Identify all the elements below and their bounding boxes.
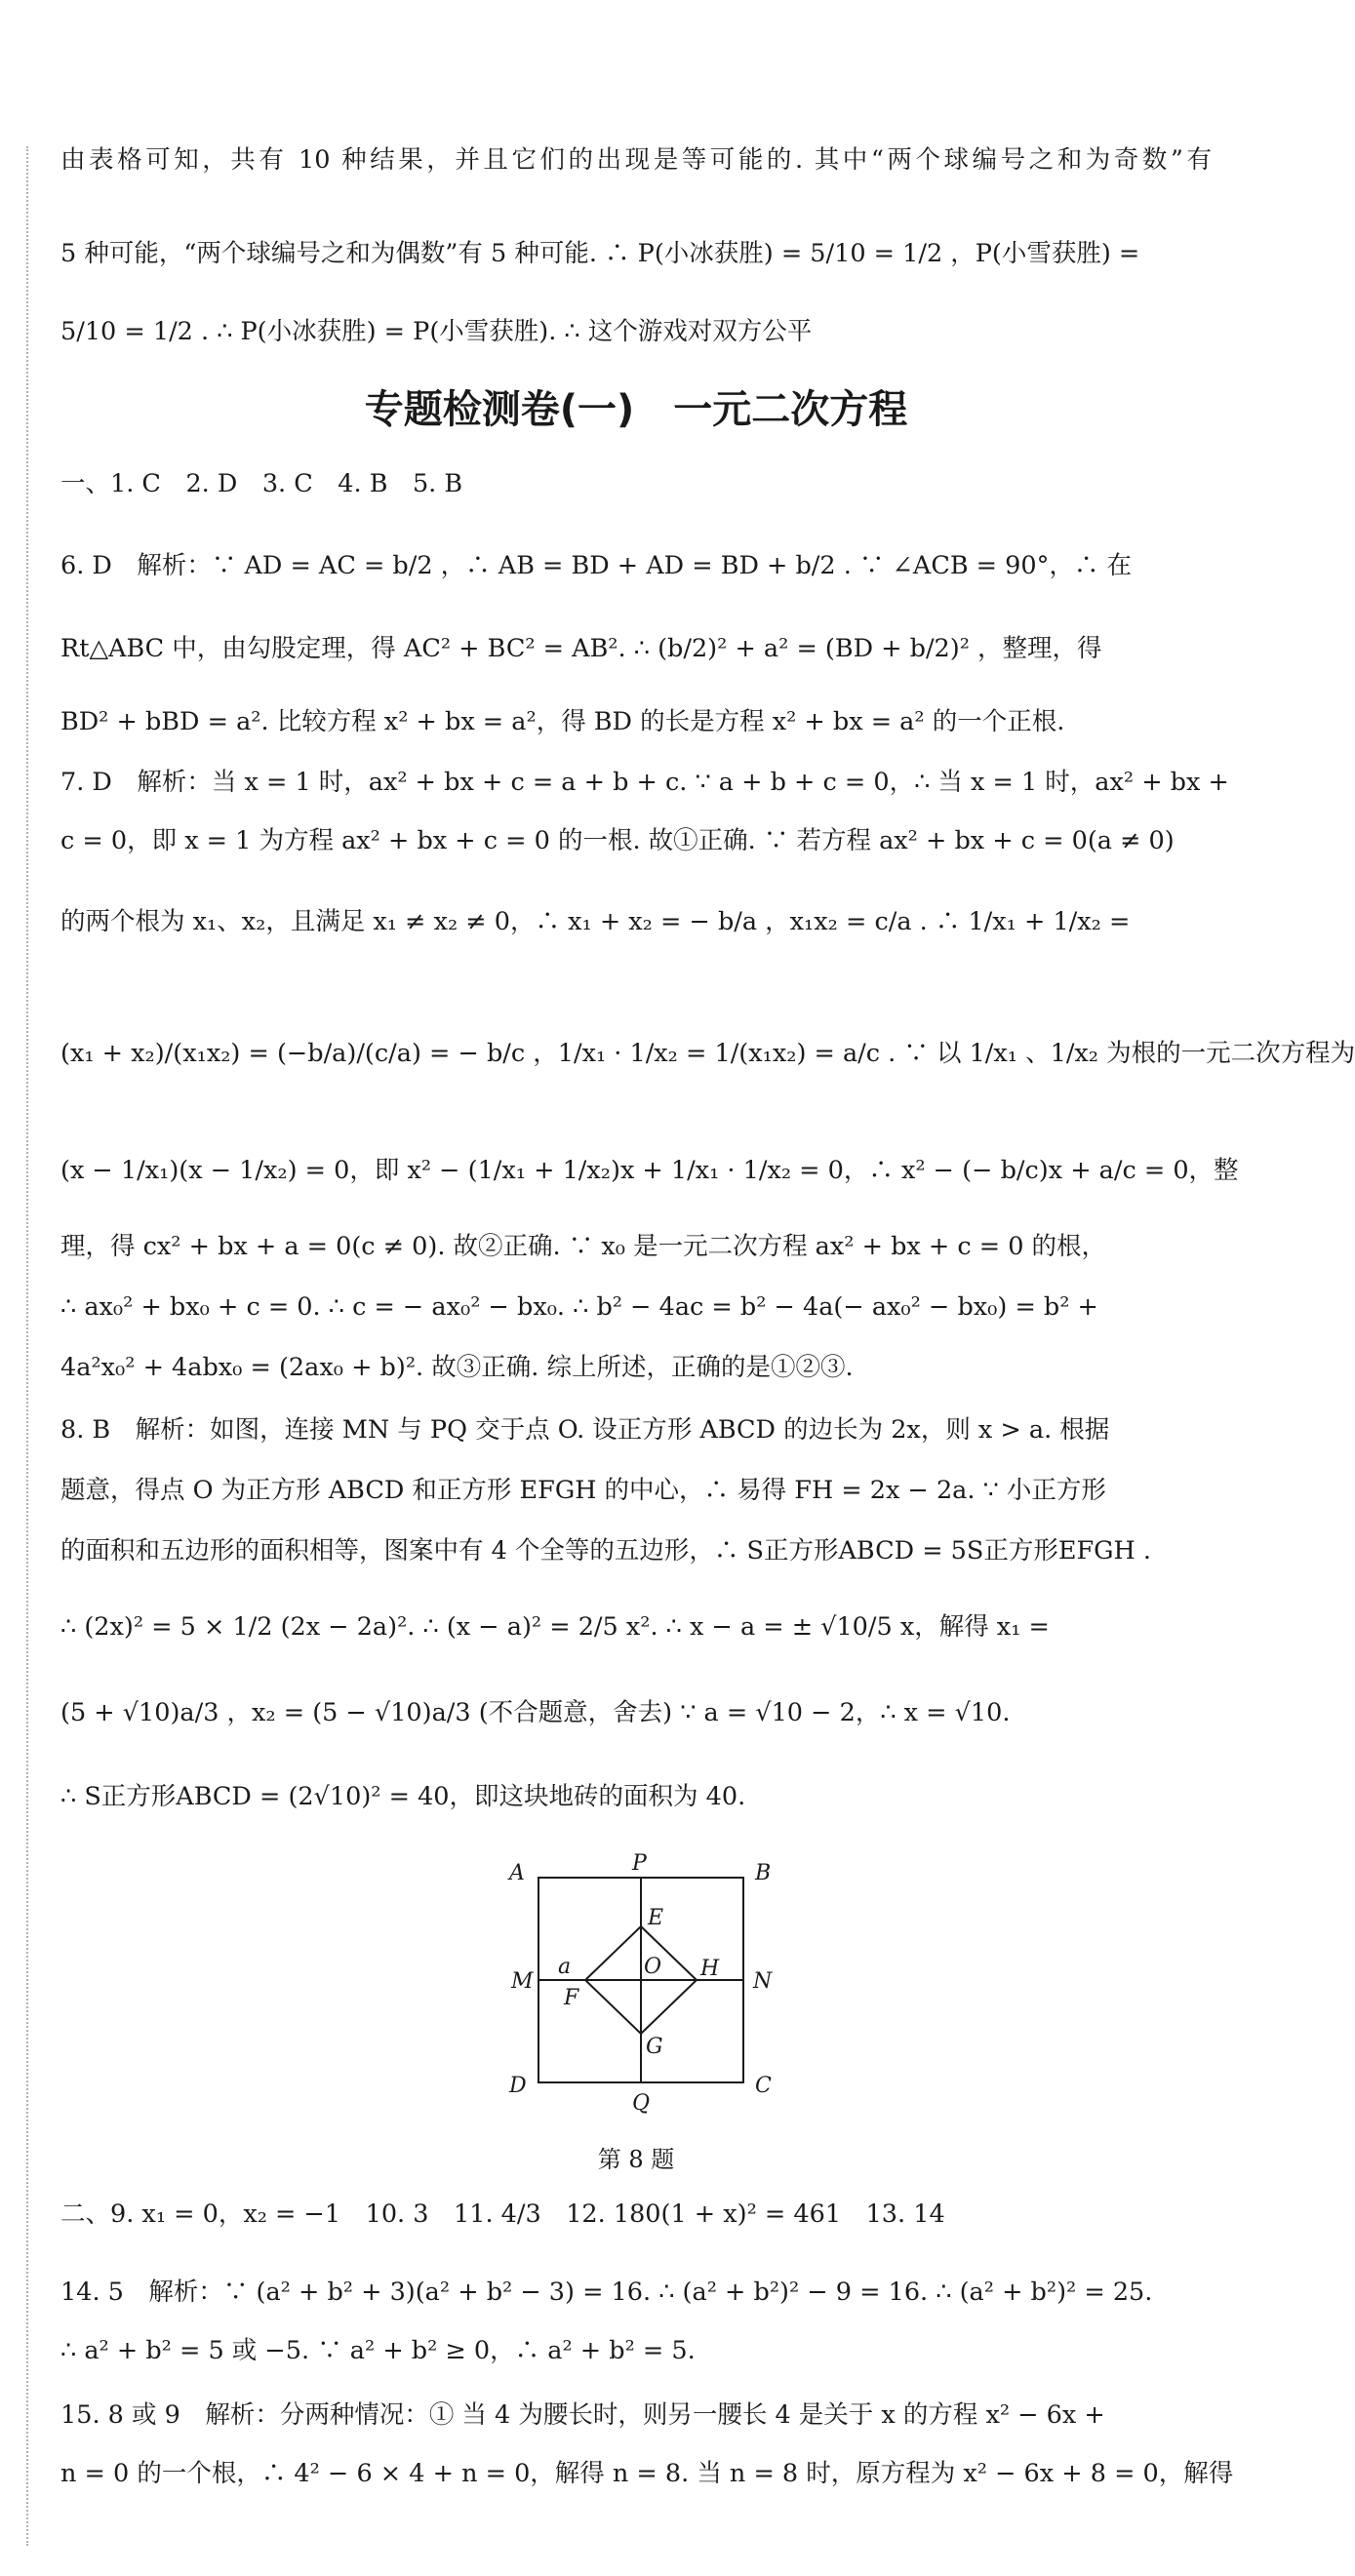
answer-line: 一、1. C 2. D 3. C 4. B 5. B bbox=[60, 469, 463, 498]
answer-line: Rt△ABC 中，由勾股定理，得 AC² + BC² = AB². ∴ (b/2)² + a² = (BD + b/2)² ，整理，得 bbox=[60, 634, 1102, 663]
answer-line: 15. 8 或 9 解析：分两种情况：① 当 4 为腰长时，则另一腰长 4 是关于 x 的方程 x² − 6x + bbox=[60, 2400, 1105, 2430]
answer-line: 6. D 解析：∵ AD = AC = b/2 ，∴ AB = BD + AD = BD + b/2 . ∵ ∠ACB = 90°，∴ 在 bbox=[60, 551, 1132, 580]
answer-line: (x − 1/x₁)(x − 1/x₂) = 0，即 x² − (1/x₁ + 1/x₂)x + 1/x₁ · 1/x₂ = 0，∴ x² − (− b/c)x + a/c = 0，整 bbox=[60, 1156, 1239, 1185]
label-d: D bbox=[509, 2074, 527, 2098]
section-title: 专题检测卷(一) 一元二次方程 bbox=[364, 387, 908, 432]
answer-line: n = 0 的一个根，∴ 4² − 6 × 4 + n = 0，解得 n = 8. 当 n = 8 时，原方程为 x² − 6x + 8 = 0，解得 bbox=[60, 2459, 1234, 2488]
label-h: H bbox=[700, 1957, 720, 1981]
label-n: N bbox=[753, 1969, 773, 1994]
label-o: O bbox=[644, 1955, 662, 1979]
text-line: 5/10 = 1/2 . ∴ P(小冰获胜) = P(小雪获胜). ∴ 这个游戏对双方公平 bbox=[60, 317, 813, 346]
label-q: Q bbox=[632, 2091, 651, 2116]
answer-line: ∴ a² + b² = 5 或 −5. ∵ a² + b² ≥ 0，∴ a² + b² = 5. bbox=[60, 2336, 696, 2365]
answer-line: ∴ S正方形ABCD = (2√10)² = 40，即这块地砖的面积为 40. bbox=[60, 1782, 746, 1811]
answer-line: 的面积和五边形的面积相等，图案中有 4 个全等的五边形，∴ S正方形ABCD = 5S正方形EFGH . bbox=[60, 1536, 1151, 1565]
label-p: P bbox=[632, 1851, 647, 1876]
answer-line: 的两个根为 x₁、x₂，且满足 x₁ ≠ x₂ ≠ 0，∴ x₁ + x₂ = − b/a ，x₁x₂ = c/a . ∴ 1/x₁ + 1/x₂ = bbox=[60, 907, 1131, 936]
figure-8-diagram bbox=[480, 1851, 812, 2151]
figure-caption: 第 8 题 bbox=[597, 2146, 675, 2173]
label-a-vertex: A bbox=[509, 1861, 525, 1885]
label-c: C bbox=[755, 2074, 772, 2098]
label-e: E bbox=[648, 1906, 664, 1930]
answer-line: 二、9. x₁ = 0，x₂ = −1 10. 3 11. 4/3 12. 180(1 + x)² = 461 13. 14 bbox=[60, 2200, 945, 2229]
answer-line: BD² + bBD = a². 比较方程 x² + bx = a²，得 BD 的长是方程 x² + bx = a² 的一个正根. bbox=[60, 707, 1065, 736]
answer-line: 4a²x₀² + 4abx₀ = (2ax₀ + b)². 故③正确. 综上所述，正确的是①②③. bbox=[60, 1353, 854, 1382]
label-m: M bbox=[511, 1969, 534, 1994]
text-line: 5 种可能，“两个球编号之和为偶数”有 5 种可能. ∴ P(小冰获胜) = 5/10 = 1/2 ，P(小雪获胜) = bbox=[60, 239, 1140, 268]
label-g: G bbox=[646, 2035, 663, 2059]
label-b: B bbox=[755, 1861, 772, 1885]
answer-line: 14. 5 解析：∵ (a² + b² + 3)(a² + b² − 3) = 16. ∴ (a² + b²)² − 9 = 16. ∴ (a² + b²)² = 25. bbox=[60, 2278, 1153, 2307]
answer-line: ∴ ax₀² + bx₀ + c = 0. ∴ c = − ax₀² − bx₀. ∴ b² − 4ac = b² − 4a(− ax₀² − bx₀) = b² + bbox=[60, 1292, 1098, 1322]
answer-line: 7. D 解析：当 x = 1 时，ax² + bx + c = a + b + c. ∵ a + b + c = 0，∴ 当 x = 1 时，ax² + bx + bbox=[60, 768, 1229, 797]
text-line: 由表格可知，共有 10 种结果，并且它们的出现是等可能的. 其中“两个球编号之和为奇数”有 bbox=[60, 145, 1212, 175]
answer-line: 理，得 cx² + bx + a = 0(c ≠ 0). 故②正确. ∵ x₀ 是一元二次方程 ax² + bx + c = 0 的根， bbox=[60, 1232, 1107, 1261]
answer-line: c = 0，即 x = 1 为方程 ax² + bx + c = 0 的一根. 故①正确. ∵ 若方程 ax² + bx + c = 0(a ≠ 0) bbox=[60, 826, 1175, 855]
answer-line: (x₁ + x₂)/(x₁x₂) = (−b/a)/(c/a) = − b/c ，1/x₁ · 1/x₂ = 1/(x₁x₂) = a/c . ∵ 以 1/x₁ 、1/x₂ 为根的一元二次方程为 bbox=[60, 1039, 1355, 1068]
answer-line: 题意，得点 O 为正方形 ABCD 和正方形 EFGH 的中心，∴ 易得 FH = 2x − 2a. ∵ 小正方形 bbox=[60, 1476, 1106, 1505]
binding-margin-rule bbox=[26, 146, 28, 2546]
answer-line: (5 + √10)a/3 ，x₂ = (5 − √10)a/3 (不合题意，舍去) ∵ a = √10 − 2，∴ x = √10. bbox=[60, 1698, 1011, 1727]
label-f: F bbox=[564, 1986, 579, 2010]
answer-line: 8. B 解析：如图，连接 MN 与 PQ 交于点 O. 设正方形 ABCD 的边长为 2x，则 x > a. 根据 bbox=[60, 1415, 1110, 1445]
label-a-length: a bbox=[558, 1955, 572, 1979]
answer-line: ∴ (2x)² = 5 × 1/2 (2x − 2a)². ∴ (x − a)² = 2/5 x². ∴ x − a = ± √10/5 x，解得 x₁ = bbox=[60, 1612, 1050, 1642]
